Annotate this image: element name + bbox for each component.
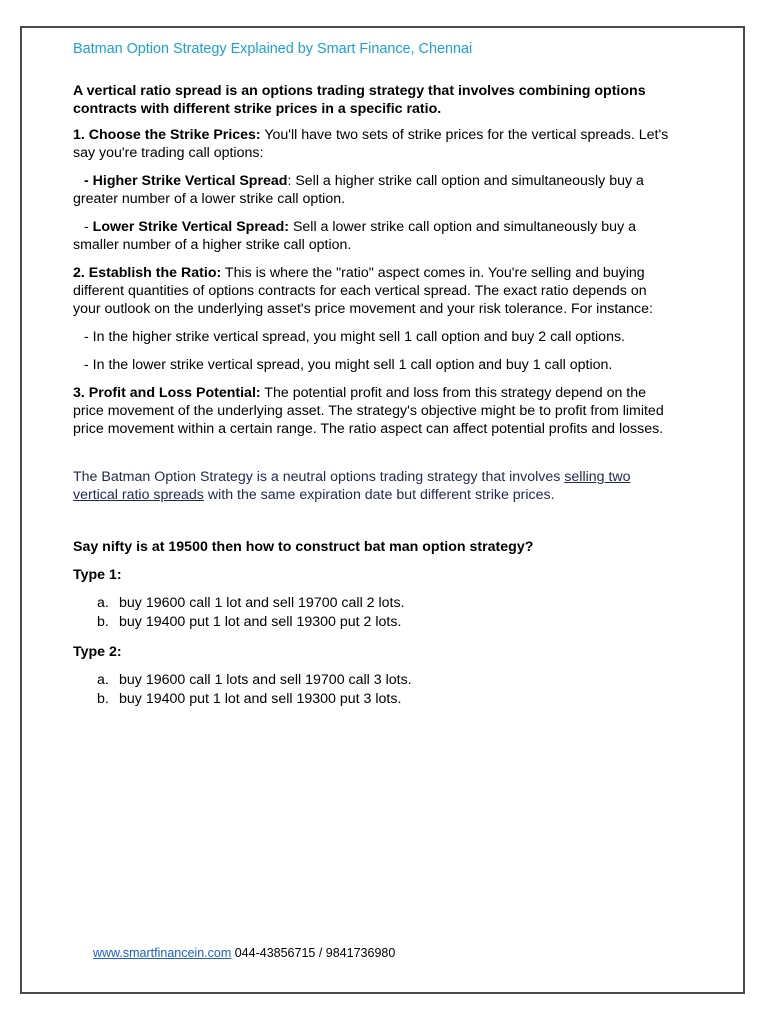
type-2-heading: Type 2: — [73, 644, 122, 660]
document-body — [73, 40, 673, 720]
ratio-example-higher: - In the higher strike vertical spread, you might sell 1 call option and buy 2 call options. — [84, 329, 625, 345]
website-link[interactable]: www.smartfinancein.com — [93, 946, 232, 960]
higher-strike-text: : Sell a higher strike call option and simultaneously buy a greater number of a lower strike call option. — [73, 173, 644, 207]
batman-text-before: The Batman Option Strategy is a neutral options trading strategy that involves — [73, 469, 565, 485]
higher-strike-paragraph — [73, 172, 673, 208]
section-text: This is where the "ratio" aspect comes in. You're selling and buying different quantities of options contracts for each vertical spread. The exact ratio depends on your outlook on the underlying asset's price movement and your risk tolerance. For instance: — [73, 265, 653, 317]
list-marker: b. — [97, 690, 109, 707]
section-heading: 3. Profit and Loss Potential: — [73, 385, 261, 401]
list-item-text: buy 19400 put 1 lot and sell 19300 put 2 lots. — [119, 613, 402, 630]
list-item-text: buy 19600 call 1 lot and sell 19700 call 2 lots. — [119, 595, 405, 611]
type-1-heading: Type 1: — [73, 567, 122, 583]
list-marker: b. — [97, 613, 109, 630]
lower-strike-text: Sell a lower strike call option and simultaneously buy a smaller number of a higher strike call option. — [73, 219, 636, 253]
lower-strike-heading: Lower Strike Vertical Spread: — [92, 219, 290, 235]
nifty-question: Say nifty is at 19500 then how to construct bat man option strategy? — [73, 539, 534, 555]
batman-definition — [73, 468, 673, 504]
list-item — [73, 613, 673, 632]
lower-strike-paragraph: - Lower Strike Vertical Spread: Sell a lower strike call option and simultaneously buy a smaller number of a higher strike call option. — [73, 219, 636, 253]
batman-link[interactable]: selling two vertical ratio spreads — [73, 469, 631, 503]
ratio-example-lower: - In the lower strike vertical spread, you might sell 1 call option and buy 1 call option. — [84, 357, 613, 373]
section-heading: 1. Choose the Strike Prices: — [73, 127, 261, 143]
section-text: The potential profit and loss from this strategy depend on the price movement of the underlying asset. The strategy's objective might be to profit from limited price movement within a certain range. The ratio aspect can affect potential profits and losses. — [73, 385, 664, 437]
section-profit-loss — [73, 384, 673, 438]
list-item — [73, 594, 673, 613]
batman-text-after: with the same expiration date but different strike prices. — [203, 487, 555, 503]
higher-strike-heading: - Higher Strike Vertical Spread — [84, 173, 288, 189]
type-2-list — [73, 671, 673, 708]
section-establish-ratio — [73, 264, 673, 318]
type-1-list — [73, 594, 673, 631]
section-text: You'll have two sets of strike prices for the vertical spreads. Let's say you're trading call options: — [73, 127, 669, 161]
section-strike-prices — [73, 126, 673, 162]
list-item-text: buy 19600 call 1 lots and sell 19700 call 3 lots. — [119, 672, 412, 688]
page-footer — [93, 946, 395, 960]
section-heading: 2. Establish the Ratio: — [73, 265, 222, 281]
intro-paragraph: A vertical ratio spread is an options trading strategy that involves combining options contracts with different strike prices in a specific ratio. — [73, 83, 646, 117]
list-item — [73, 690, 673, 709]
document-title: Batman Option Strategy Explained by Smart Finance, Chennai — [73, 41, 473, 57]
list-marker: a. — [97, 595, 109, 611]
list-marker: a. — [97, 672, 109, 688]
list-item — [73, 671, 673, 690]
list-item-text: buy 19400 put 1 lot and sell 19300 put 3 lots. — [119, 690, 402, 707]
footer-phones: 044-43856715 / 9841736980 — [231, 946, 396, 960]
